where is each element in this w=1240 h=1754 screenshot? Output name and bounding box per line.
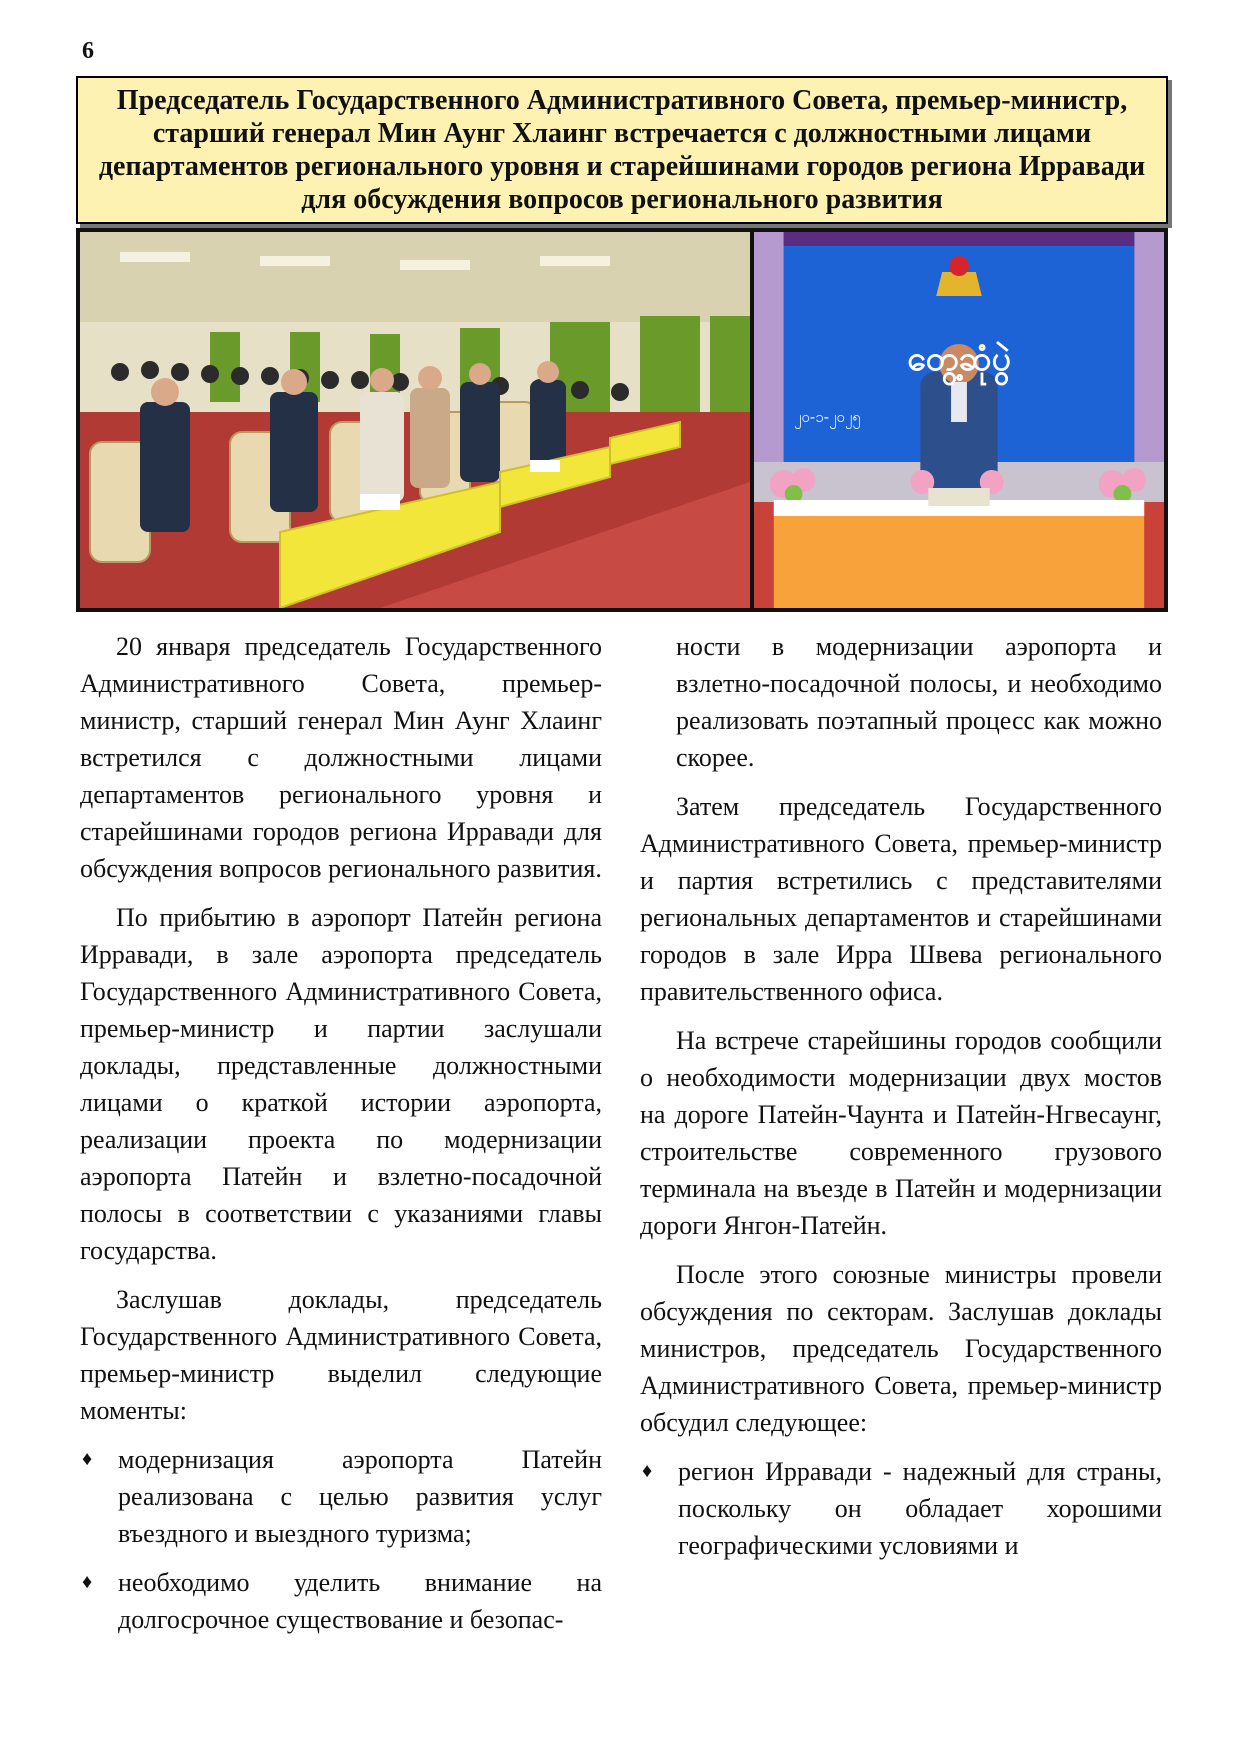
paragraph: Заслушав доклады, председатель Государственного Административного Совета, премьер-министр выделил следующие моменты: — [80, 1285, 602, 1425]
paragraph: Затем председатель Государственного Административного Совета, премьер-министр и партия встретились с представителями региональных департаментов и старейшинами городов в зале Ирра Швева регионального правительственного офиса. — [640, 792, 1162, 1006]
headline-box — [76, 76, 1168, 224]
article-column-right — [640, 628, 1162, 1576]
bullet-diamond-icon: ♦ — [82, 1448, 93, 1470]
bullet-item — [80, 1441, 602, 1552]
article-column-left — [80, 628, 602, 1650]
photo-strip — [76, 228, 1168, 612]
paragraph: 20 января председатель Государственного Административного Совета, премьер-министр, старший генерал Мин Аунг Хлаинг встретился с должностными лицами департаментов регионального уровня и старейшинами городов региона Ирравади для обсуждения вопросов регионального развития. — [80, 632, 602, 883]
bullet-diamond-icon: ♦ — [642, 1460, 653, 1482]
bullet-item — [640, 1453, 1162, 1564]
bullet-item — [80, 1564, 602, 1638]
banner-date: ၂၀-၁-၂၀၂၅ — [794, 408, 861, 426]
paragraph: После этого союзные министры провели обсуждения по секторам. Заслушав доклады министров, председатель Государственного Административного Совета, премьер-министр обсудил следующее: — [640, 1260, 1162, 1437]
bullet-text: модернизация аэропорта Патейн реализована с целью развития услуг въездного и выездного туризма; — [118, 1445, 602, 1548]
bullet-diamond-icon: ♦ — [82, 1571, 93, 1593]
article-headline: Председатель Государственного Административного Совета, премьер-министр, старший генерал Мин Аунг Хлаинг встречается с должностными лицами департаментов регионального уровня и старейшинами городов региона Ирравади для обсуждения вопросов регионального развития — [98, 85, 1146, 215]
paragraph: На встрече старейшины городов сообщили о необходимости модернизации двух мостов на дороге Патейн-Чаунта и Патейн-Нгвесаунг, строительстве современного грузового терминала на въезде в Патейн и модернизации дороги Янгон-Патейн. — [640, 1026, 1162, 1240]
banner-title: တွေ့ဆုံပွဲ — [907, 339, 1011, 379]
bullet-text: необходимо уделить внимание на долгосрочное существование и безопас- — [118, 1568, 602, 1634]
page-number: 6 — [82, 38, 94, 64]
paragraph-continuation: ности в модернизации аэропорта и взлетно-посадочной полосы, и необходимо реализовать поэтапный процесс как можно скорее. — [676, 632, 1162, 772]
meeting-hall-photo — [80, 232, 750, 608]
paragraph: По прибытию в аэропорт Патейн региона Ирравади, в зале аэропорта председатель Государственного Административного Совета, премьер-министр и партии заслушали доклады, представленные должностными лицами о краткой истории аэропорта, реализации проекта по модернизации аэропорта Патейн и взлетно-посадочной полосы в соответствии с указаниями главы государства. — [80, 903, 602, 1265]
chairman-speaking-photo — [754, 232, 1164, 608]
bullet-text: регион Ирравади - надежный для страны, поскольку он обладает хорошими географическими условиями и — [678, 1457, 1162, 1560]
